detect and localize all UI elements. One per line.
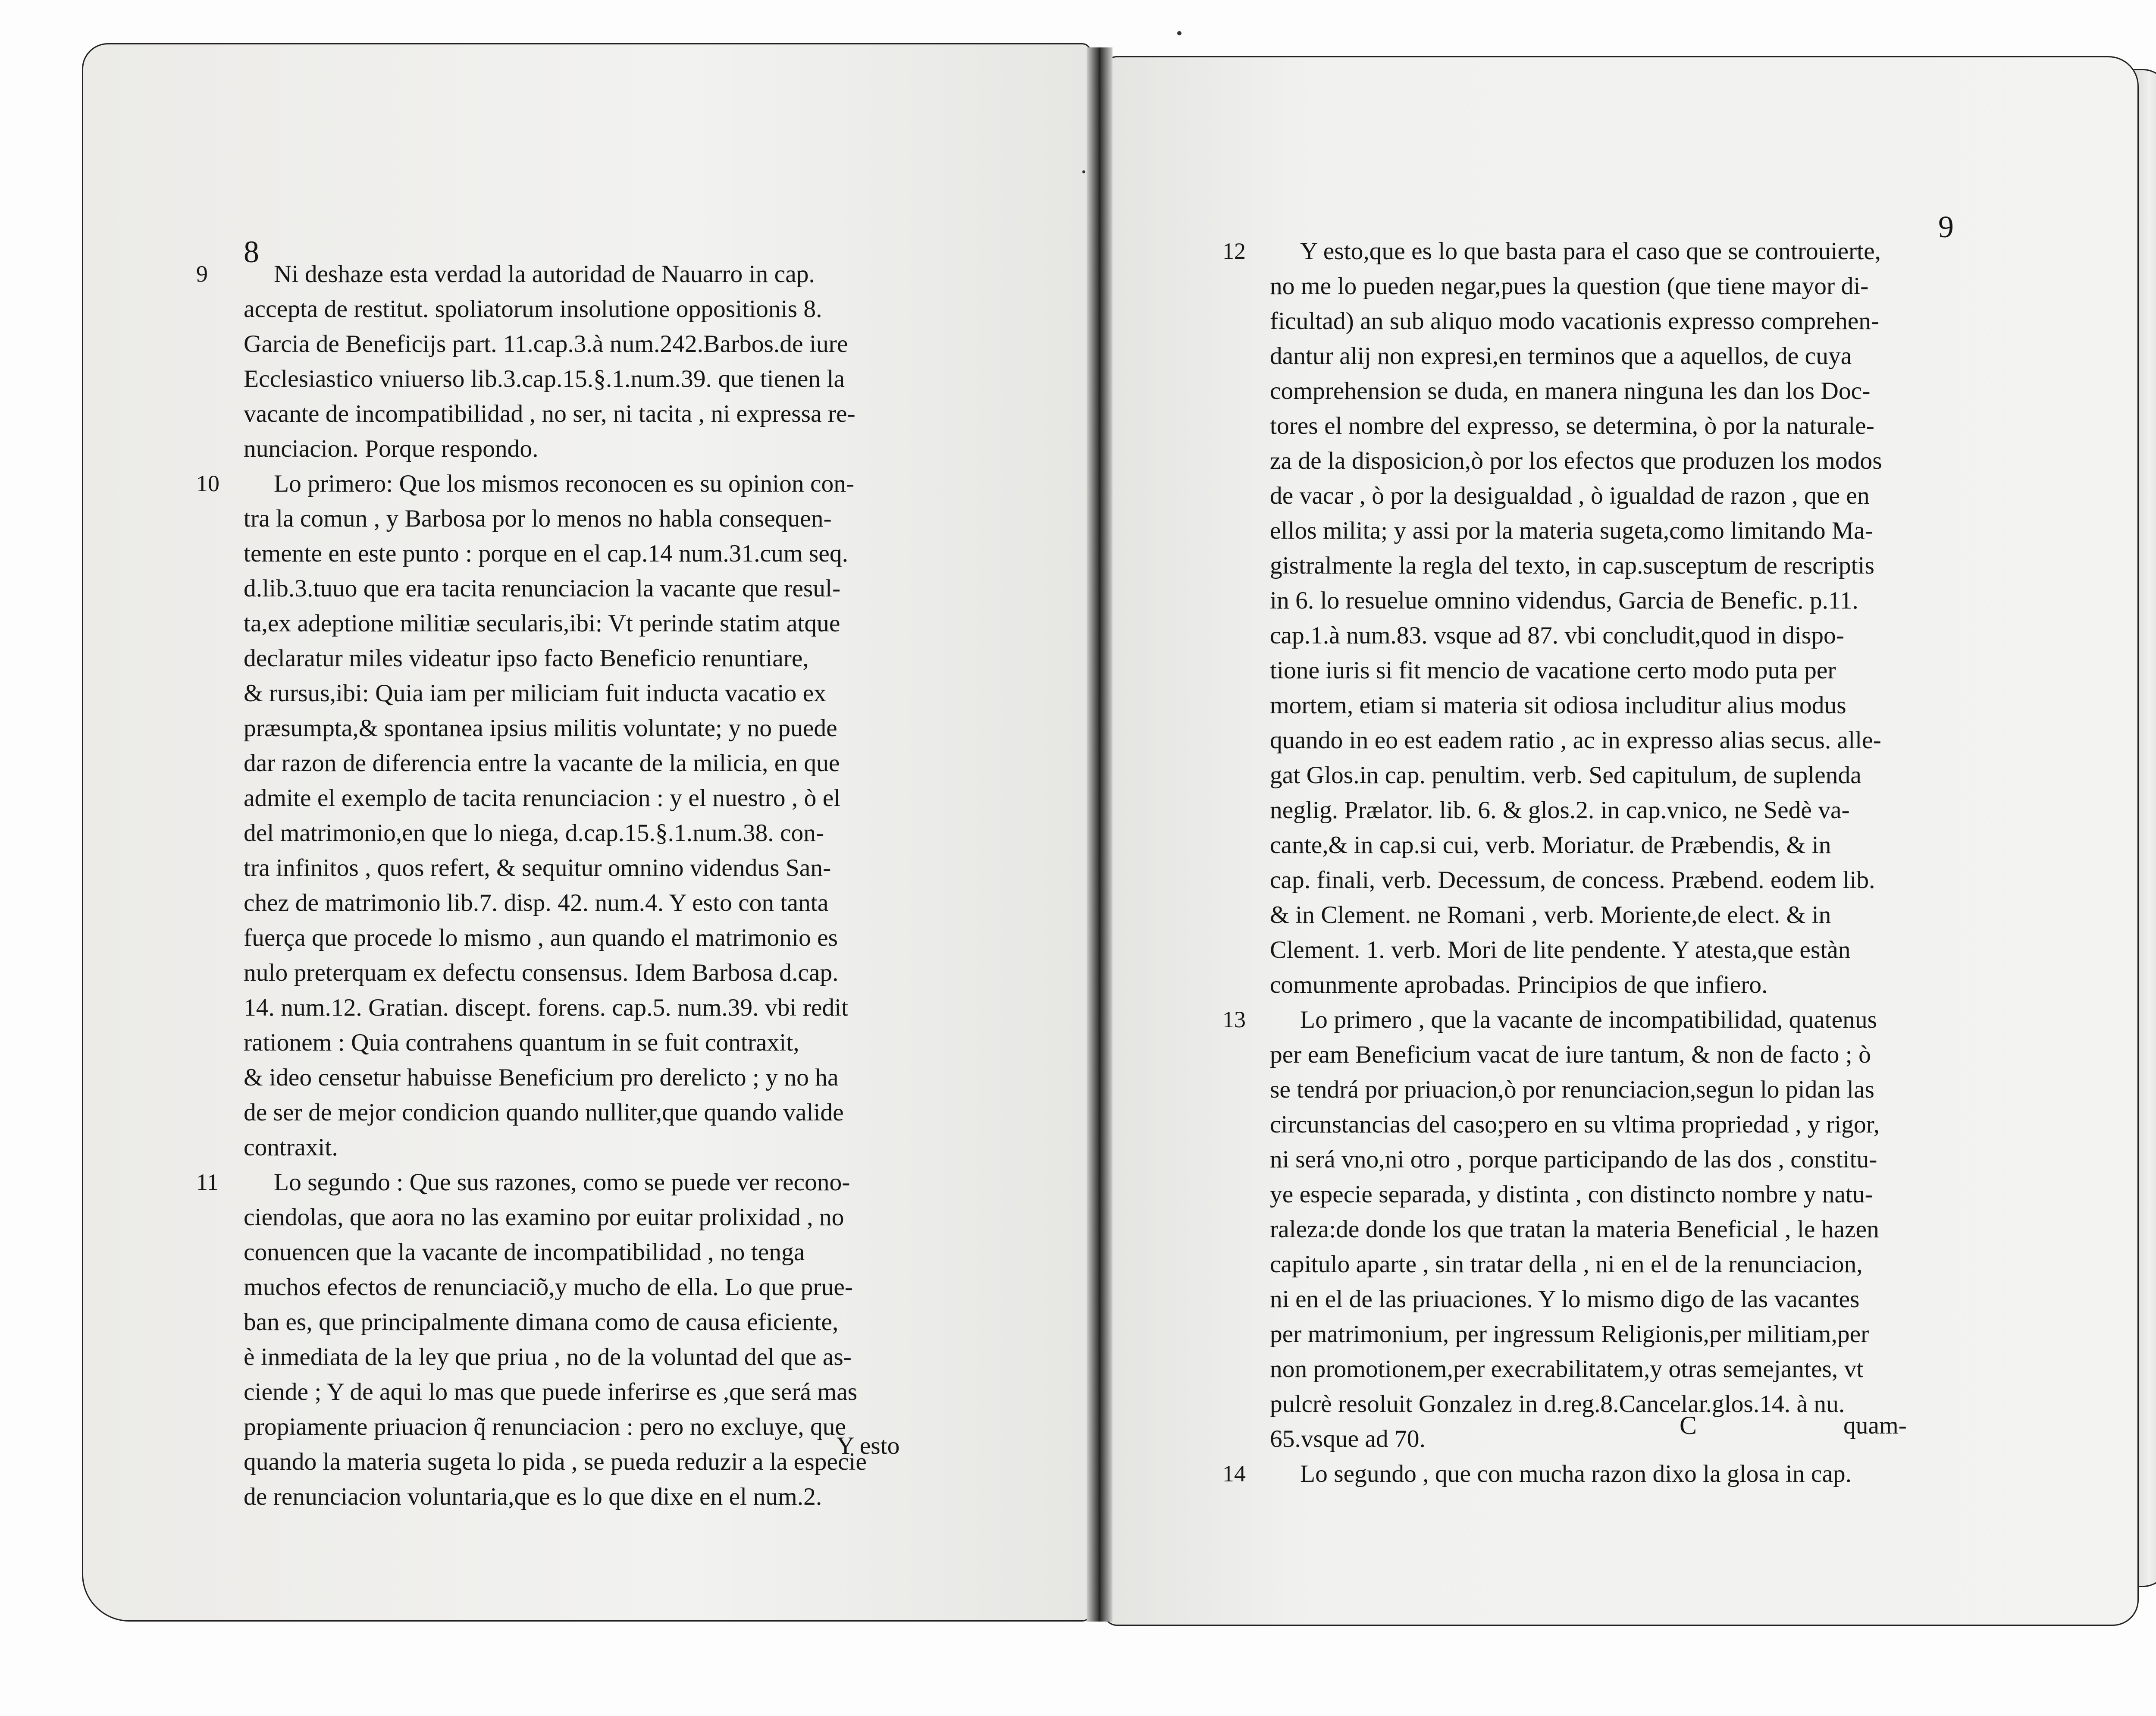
text-line: dar razon de diferencia entre la vacante de la milicia, en que xyxy=(244,750,840,777)
text-line: cap. finali, verb. Decessum, de concess. Præbend. eodem lib. xyxy=(1270,866,1875,894)
text-line: comunmente aprobadas. Principios de que infiero. xyxy=(1270,971,1768,998)
text-line: Clement. 1. verb. Mori de lite pendente. Y atesta,que estàn xyxy=(1270,936,1851,963)
text-line: propiamente priuacion q̃ renunciacion : pero no excluye, que xyxy=(244,1413,846,1440)
text-line: circunstancias del caso;pero en su vltima propriedad , y rigor, xyxy=(1270,1111,1880,1138)
paragraph xyxy=(1222,1002,1968,1456)
text-line: de renunciacion voluntaria,que es lo que dixe en el num.2. xyxy=(244,1483,822,1510)
marginal-number: 9 xyxy=(196,261,208,287)
book-gutter xyxy=(1087,47,1112,1622)
signature-mark: C xyxy=(1680,1411,1697,1440)
text-line: del matrimonio,en que lo niega, d.cap.15.§.1.num.38. con- xyxy=(244,819,824,847)
text-line: præsumpta,& spontanea ipsius militis voluntate; y no puede xyxy=(244,715,837,742)
text-line: ciendolas, que aora no las examino por euitar prolixidad , no xyxy=(244,1204,844,1231)
marginal-number: 14 xyxy=(1222,1461,1246,1487)
text-line: cap.1.à num.83. vsque ad 87. vbi concludit,quod in dispo- xyxy=(1270,622,1844,649)
text-line: gistralmente la regla del texto, in cap.susceptum de rescriptis xyxy=(1270,552,1874,579)
text-line: in 6. lo resuelue omnino videndus, Garcia de Benefic. p.11. xyxy=(1270,587,1858,614)
left-page-text xyxy=(196,257,940,1514)
text-line: per eam Beneficium vacat de iure tantum, & non de facto ; ò xyxy=(1270,1041,1871,1068)
text-line: za de la disposicion,ò por los efectos que produzen los modos xyxy=(1270,447,1882,474)
text-line: muchos efectos de renunciaciõ,y mucho de ella. Lo que prue- xyxy=(244,1274,853,1301)
text-line: de vacar , ò por la desigualdad , ò igualdad de razon , que en xyxy=(1270,482,1870,509)
text-line: Lo primero , que la vacante de incompatibilidad, quatenus xyxy=(1300,1006,1877,1033)
page-number-left: 8 xyxy=(244,235,259,269)
paragraph xyxy=(196,1165,940,1514)
text-line: ficultad) an sub aliquo modo vacationis expresso comprehen- xyxy=(1270,307,1880,335)
text-line: ye especie separada, y distinta , con distincto nombre y natu- xyxy=(1270,1181,1873,1208)
marginal-number: 11 xyxy=(196,1169,219,1195)
text-line: ciende ; Y de aqui lo mas que puede inferirse es ,que será mas xyxy=(244,1378,858,1405)
text-line: no me lo pueden negar,pues la question (que tiene mayor di- xyxy=(1270,273,1869,300)
text-line: fuerça que procede lo mismo , aun quando el matrimonio es xyxy=(244,924,838,951)
text-line: ellos milita; y assi por la materia sugeta,como limitando Ma- xyxy=(1270,517,1873,544)
text-line: Garcia de Beneficijs part. 11.cap.3.à num.242.Barbos.de iure xyxy=(244,330,848,358)
text-line: conuencen que la vacante de incompatibilidad , no tenga xyxy=(244,1239,805,1266)
text-line: per matrimonium, per ingressum Religionis,per militiam,per xyxy=(1270,1321,1869,1348)
text-line: & ideo censetur habuisse Beneficium pro derelicto ; y no ha xyxy=(244,1064,839,1091)
text-line: comprehension se duda, en manera ninguna les dan los Doc- xyxy=(1270,377,1871,405)
text-line: temente en este punto : porque en el cap.14 num.31.cum seq. xyxy=(244,540,848,567)
marginal-number: 10 xyxy=(196,471,219,496)
text-line: Y esto,que es lo que basta para el caso que se controuierte, xyxy=(1300,238,1881,265)
marginal-number: 13 xyxy=(1222,1007,1246,1032)
text-line: Ecclesiastico vniuerso lib.3.cap.15.§.1.num.39. que tienen la xyxy=(244,365,845,392)
ink-speck xyxy=(1177,31,1181,35)
text-line: Lo segundo : Que sus razones, como se puede ver recono- xyxy=(274,1169,850,1196)
catchword-right: quam- xyxy=(1843,1412,1907,1439)
text-line: gat Glos.in cap. penultim. verb. Sed capitulum, de suplenda xyxy=(1270,762,1861,789)
catchword-left: Y esto xyxy=(837,1432,900,1459)
ink-speck xyxy=(1082,170,1085,173)
text-line: mortem, etiam si materia sit odiosa includitur alius modus xyxy=(1270,692,1846,719)
right-page-text xyxy=(1222,234,1968,1491)
paragraph xyxy=(196,257,940,466)
text-line: dantur alij non expresi,en terminos que a aquellos, de cuya xyxy=(1270,342,1852,370)
text-line: quando la materia sugeta lo pida , se pueda reduzir a la especie xyxy=(244,1448,867,1475)
text-line: vacante de incompatibilidad , no ser, ni tacita , ni expressa re- xyxy=(244,400,856,427)
paragraph xyxy=(1222,1456,1968,1491)
marginal-number: 12 xyxy=(1222,238,1246,264)
text-line: quando in eo est eadem ratio , ac in expresso alias secus. alle- xyxy=(1270,727,1881,754)
text-line: de ser de mejor condicion quando nulliter,que quando valide xyxy=(244,1099,844,1126)
text-line: capitulo aparte , sin tratar della , ni en el de la renunciacion, xyxy=(1270,1251,1863,1278)
text-line: se tendrá por priuacion,ò por renunciacion,segun lo pidan las xyxy=(1270,1076,1874,1103)
text-line: rationem : Quia contrahens quantum in se fuit contraxit, xyxy=(244,1029,799,1056)
text-line: ni será vno,ni otro , porque participando de las dos , constitu- xyxy=(1270,1146,1877,1173)
text-line: tra la comun , y Barbosa por lo menos no habla consequen- xyxy=(244,505,832,532)
text-line: tra infinitos , quos refert, & sequitur omnino videndus San- xyxy=(244,854,831,882)
text-line: cante,& in cap.si cui, verb. Moriatur. de Præbendis, & in xyxy=(1270,831,1831,859)
text-line: contraxit. xyxy=(244,1134,338,1161)
text-line: accepta de restitut. spoliatorum insolutione oppositionis 8. xyxy=(244,295,822,323)
text-line: ta,ex adeptione militiæ secularis,ibi: Vt perinde statim atque xyxy=(244,610,840,637)
text-line: & in Clement. ne Romani , verb. Moriente,de elect. & in xyxy=(1270,901,1831,929)
text-line: raleza:de donde los que tratan la materia Beneficial , le hazen xyxy=(1270,1216,1879,1243)
paragraph xyxy=(196,466,940,1165)
text-line: admite el exemplo de tacita renunciacion : y el nuestro , ò el xyxy=(244,784,841,812)
text-line: declaratur miles videatur ipso facto Beneficio renuntiare, xyxy=(244,645,809,672)
text-line: nulo preterquam ex defectu consensus. Idem Barbosa d.cap. xyxy=(244,959,839,986)
text-line: tione iuris si fit mencio de vacatione certo modo puta per xyxy=(1270,657,1836,684)
text-line: è inmediata de la ley que priua , no de la voluntad del que as- xyxy=(244,1343,852,1371)
text-line: non promotionem,per execrabilitatem,y otras semejantes, vt xyxy=(1270,1355,1864,1383)
text-line: chez de matrimonio lib.7. disp. 42. num.4. Y esto con tanta xyxy=(244,889,829,916)
text-line: ban es, que principalmente dimana como de causa eficiente, xyxy=(244,1308,839,1336)
text-line: Ni deshaze esta verdad la autoridad de Nauarro in cap. xyxy=(274,260,815,288)
text-line: tores el nombre del expresso, se determina, ò por la naturale- xyxy=(1270,412,1874,439)
text-line: nunciacion. Porque respondo. xyxy=(244,435,539,462)
text-line: Lo primero: Que los mismos reconocen es su opinion con- xyxy=(274,470,855,497)
text-line: 14. num.12. Gratian. discept. forens. cap.5. num.39. vbi redit xyxy=(244,994,849,1021)
text-line: d.lib.3.tuuo que era tacita renunciacion la vacante que resul- xyxy=(244,575,841,602)
page-number-right: 9 xyxy=(1938,210,1954,244)
text-line: ni en el de las priuaciones. Y lo mismo digo de las vacantes xyxy=(1270,1286,1860,1313)
text-line: Lo segundo , que con mucha razon dixo la glosa in cap. xyxy=(1300,1460,1852,1487)
paragraph xyxy=(1222,234,1968,1002)
text-line: & rursus,ibi: Quia iam per miliciam fuit inducta vacatio ex xyxy=(244,680,826,707)
text-line: neglig. Prælator. lib. 6. & glos.2. in cap.vnico, ne Sedè va- xyxy=(1270,797,1850,824)
text-line: 65.vsque ad 70. xyxy=(1270,1425,1426,1452)
text-line: pulcrè resoluit Gonzalez in d.reg.8.Cancelar.glos.14. à nu. xyxy=(1270,1390,1845,1418)
